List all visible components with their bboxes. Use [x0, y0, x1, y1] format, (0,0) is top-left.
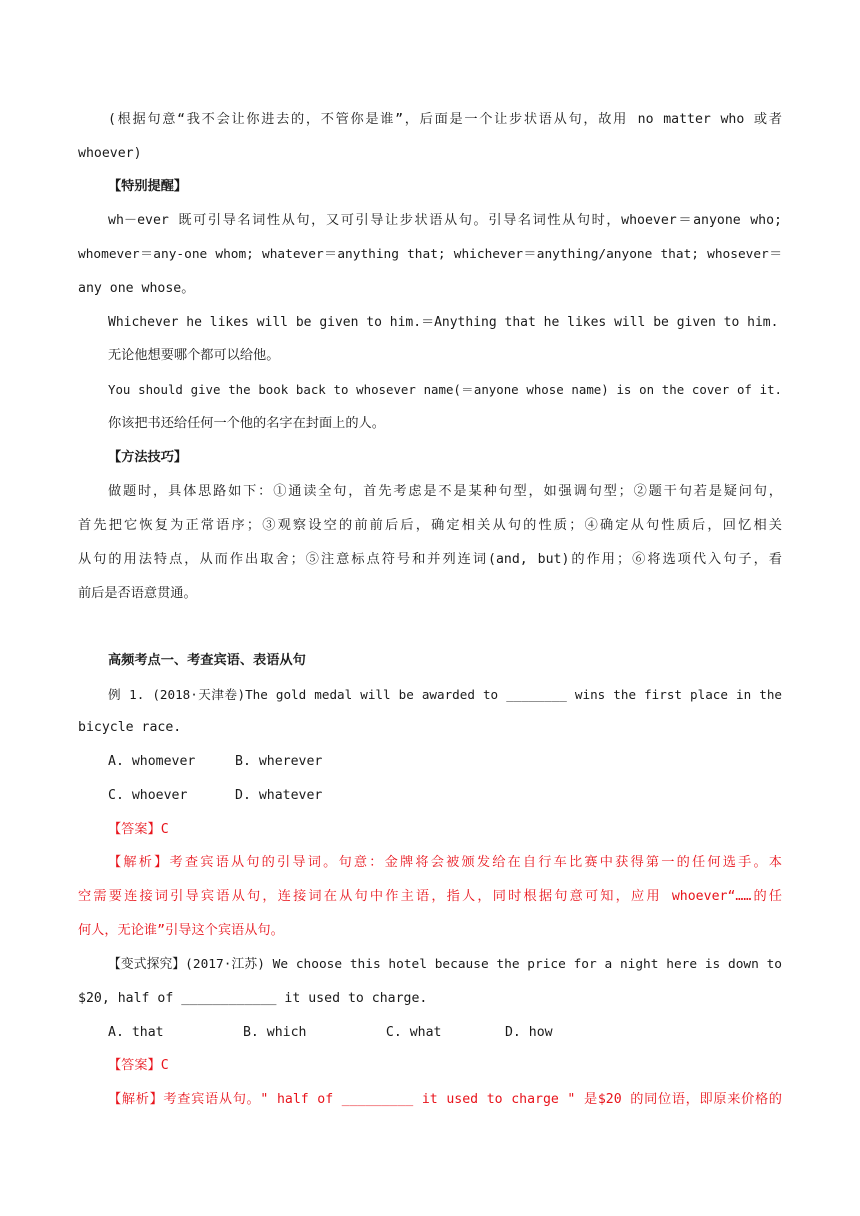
variant-options: A. that B. which C. what D. how [108, 1025, 553, 1040]
example-1-options-cd: C. whoever D. whatever [108, 788, 323, 803]
text-line-2: whoever) [78, 146, 142, 161]
example-1-question-cont: bicycle race. [78, 720, 182, 735]
example-sentence-english-2: You should give the book back to whosever name(＝anyone whose name) is on the cover of it. [108, 382, 782, 397]
example-1-analysis: 【解析】考查宾语从句的引导词。句意：金牌将会被颁发给在自行车比赛中获得第一的任何选手。本 [108, 855, 782, 870]
variant-question-cont: $20, half of ____________ it used to charge. [78, 991, 428, 1006]
text-line-15: 前后是否语意贯通。 [78, 586, 197, 601]
text-line-14: 从句的用法特点，从而作出取舍；⑤注意标点符号和并列连词(and, but)的作用；⑥将选项代入句子，看 [78, 552, 782, 567]
text-line-5: whomever＝any-one whom; whatever＝anything that; whichever＝anything/anyone that; whosever＝ [78, 247, 782, 262]
section-heading-high-frequency-point: 高频考点一、考查宾语、表语从句 [108, 653, 306, 668]
text-line-13: 首先把它恢复为正常语序；③观察设空的前前后后，确定相关从句的性质；④确定从句性质后，回忆相关 [78, 518, 782, 533]
section-heading-method-tips: 【方法技巧】 [108, 450, 188, 465]
example-sentence-chinese-2: 你该把书还给任何一个他的名字在封面上的人。 [108, 416, 385, 431]
section-heading-special-reminder: 【特别提醒】 [108, 179, 188, 194]
example-1-answer: 【答案】C [108, 822, 169, 837]
text-line-4: wh－ever 既可引导名词性从句，又可引导让步状语从句。引导名词性从句时，whoever＝anyone who; [108, 213, 782, 228]
example-1-analysis-end: 何人，无论谁”引导这个宾语从句。 [78, 923, 284, 938]
text-line-12: 做题时，具体思路如下：①通读全句，首先考虑是不是某种句型，如强调句型；②题干句若是疑问句， [108, 484, 782, 499]
text-line-1: (根据句意“我不会让你进去的，不管你是谁”，后面是一个让步状语从句，故用 no matter who 或者 [108, 112, 782, 127]
example-1-question: 例 1. (2018·天津卷)The gold medal will be awarded to ________ wins the first place in the [108, 687, 782, 702]
example-1-options-ab: A. whomever B. wherever [108, 754, 323, 769]
example-sentence-english-1: Whichever he likes will be given to him.＝Anything that he likes will be given to him. [108, 315, 779, 330]
variant-answer: 【答案】C [108, 1058, 169, 1073]
variant-analysis: 【解析】考查宾语从句。" half of _________ it used to charge " 是$20 的同位语，即原来价格的 [108, 1092, 782, 1107]
example-1-analysis-cont: 空需要连接词引导宾语从句，连接词在从句中作主语，指人，同时根据句意可知，应用 whoever“……的任 [78, 889, 782, 904]
text-line-6: any one whose。 [78, 281, 195, 296]
example-sentence-chinese-1: 无论他想要哪个都可以给他。 [108, 348, 280, 363]
variant-question: 【变式探究】(2017·江苏) We choose this hotel because the price for a night here is down to [108, 957, 782, 972]
